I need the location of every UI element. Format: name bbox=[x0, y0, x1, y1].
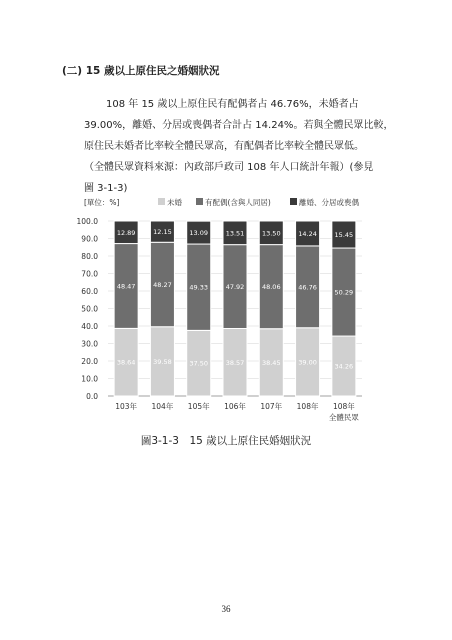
x-tick-label: 106年 bbox=[224, 402, 246, 411]
y-tick-label: 50.0 bbox=[81, 304, 98, 314]
section-heading: (二) 15 歲以上原住民之婚姻狀況 bbox=[62, 65, 220, 77]
y-tick-label: 10.0 bbox=[81, 374, 98, 384]
y-tick-label: 100.0 bbox=[76, 217, 98, 226]
data-label: 38.57 bbox=[225, 358, 245, 367]
page-number: 36 bbox=[221, 604, 231, 614]
legend-swatch bbox=[158, 198, 165, 205]
x-tick-label: 107年 bbox=[260, 402, 283, 411]
data-label: 39.00 bbox=[298, 358, 317, 367]
data-label: 48.06 bbox=[261, 283, 281, 292]
x-tick-label: 108年 bbox=[296, 402, 319, 411]
data-label: 13.51 bbox=[225, 229, 245, 238]
y-tick-label: 0.0 bbox=[86, 392, 98, 401]
data-label: 39.58 bbox=[153, 357, 172, 366]
legend-swatch bbox=[290, 198, 297, 205]
y-tick-label: 80.0 bbox=[81, 252, 98, 261]
x-tick-label: 108年 bbox=[332, 402, 355, 411]
x-tick-label: 全體民眾 bbox=[328, 413, 359, 422]
y-tick-label: 40.0 bbox=[81, 322, 98, 331]
paragraph-line: 圖 3-1-3) bbox=[84, 183, 128, 194]
y-tick-label: 60.0 bbox=[81, 287, 98, 296]
data-label: 13.09 bbox=[189, 229, 209, 238]
data-label: 48.47 bbox=[116, 282, 136, 291]
data-label: 50.29 bbox=[334, 288, 354, 297]
unit-label: [單位：%] bbox=[84, 198, 120, 207]
x-tick-label: 104年 bbox=[151, 402, 174, 411]
data-label: 14.24 bbox=[298, 229, 317, 238]
data-label: 15.45 bbox=[334, 231, 354, 240]
paragraph-line: 39.00%，離婚、分居或喪偶者合計占 14.24%。若與全體民眾比較， bbox=[84, 120, 394, 131]
data-label: 37.50 bbox=[189, 359, 209, 368]
legend-label: 離婚、分居或喪偶 bbox=[299, 198, 359, 207]
data-label: 48.27 bbox=[153, 280, 172, 289]
paragraph-line: （全體民眾資料來源：內政部戶政司 108 年人口統計年報）(參見 bbox=[84, 162, 374, 173]
data-label: 34.26 bbox=[334, 362, 354, 371]
data-label: 38.45 bbox=[261, 358, 281, 367]
data-label: 46.76 bbox=[298, 283, 317, 292]
y-tick-label: 90.0 bbox=[81, 234, 98, 244]
paragraph-line: 108 年 15 歲以上原住民有配偶者占 46.76%，未婚者占 bbox=[106, 99, 359, 110]
data-label: 38.64 bbox=[116, 358, 136, 367]
y-tick-label: 70.0 bbox=[81, 269, 98, 279]
data-label: 13.50 bbox=[261, 229, 281, 238]
data-label: 12.15 bbox=[153, 228, 172, 237]
y-tick-label: 30.0 bbox=[81, 339, 98, 349]
figure-caption: 圖3-1-3 15 歲以上原住民婚姻狀況 bbox=[140, 435, 312, 447]
paragraph-line: 原住民未婚者比率較全體民眾高，有配偶者比率較全體民眾低。 bbox=[84, 141, 364, 152]
y-tick-label: 20.0 bbox=[81, 357, 98, 366]
legend-label: 未婚 bbox=[167, 198, 182, 207]
x-tick-label: 105年 bbox=[187, 402, 210, 411]
data-label: 12.89 bbox=[116, 228, 136, 237]
x-tick-label: 103年 bbox=[115, 402, 138, 411]
data-label: 47.92 bbox=[225, 283, 245, 292]
data-label: 49.33 bbox=[189, 283, 209, 292]
legend-swatch bbox=[196, 198, 203, 205]
legend-label: 有配偶(含與人同居) bbox=[205, 198, 271, 207]
